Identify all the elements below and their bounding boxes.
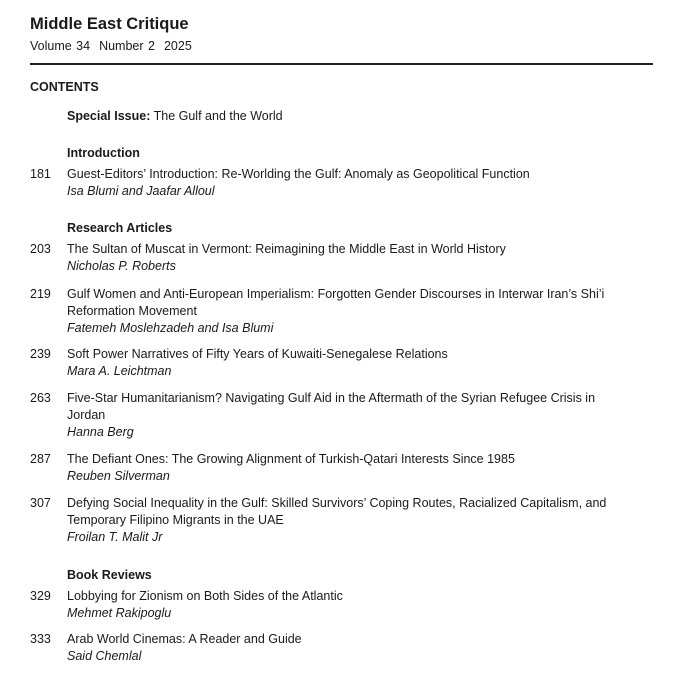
special-issue-label: Special Issue: <box>67 109 151 123</box>
page-number: 219 <box>30 287 51 301</box>
section-heading-introduction: Introduction <box>67 146 140 160</box>
number: Number 2 <box>99 39 155 53</box>
volume: Volume 34 <box>30 39 91 53</box>
page-number: 181 <box>30 167 51 181</box>
section-heading-research-articles: Research Articles <box>67 221 173 235</box>
toc-entry[interactable] <box>30 166 653 200</box>
page-number: 307 <box>30 496 51 510</box>
special-issue-title: The Gulf and the World <box>153 109 283 123</box>
toc-entry[interactable] <box>30 390 653 441</box>
article-title[interactable]: Five-Star Humanitarianism? Navigating Gulf Aid in the Aftermath of the Syrian Refugee Crisis in Jordan <box>67 391 596 422</box>
page-number: 329 <box>30 589 51 603</box>
page-number: 203 <box>30 242 51 256</box>
page-number: 333 <box>30 632 51 646</box>
article-author: Reuben Silverman <box>67 469 170 483</box>
year: 2025 <box>163 39 192 53</box>
section-heading-book-reviews: Book Reviews <box>67 568 152 582</box>
article-author: Nicholas P. Roberts <box>67 259 176 273</box>
toc-entry[interactable] <box>30 631 653 665</box>
article-title[interactable]: The Sultan of Muscat in Vermont: Reimagining the Middle East in World History <box>67 242 506 256</box>
toc-entry[interactable] <box>30 495 653 546</box>
article-author: Hanna Berg <box>67 425 134 439</box>
article-title[interactable]: Lobbying for Zionism on Both Sides of the Atlantic <box>67 589 343 603</box>
toc-entry[interactable] <box>30 588 653 622</box>
special-issue-line <box>67 109 283 123</box>
toc-entry[interactable] <box>30 286 653 337</box>
page-number: 263 <box>30 391 51 405</box>
article-title[interactable]: Arab World Cinemas: A Reader and Guide <box>67 632 302 646</box>
toc-entry[interactable] <box>30 241 653 275</box>
article-title[interactable]: Gulf Women and Anti-European Imperialism: Forgotten Gender Discourses in Interwar Iran’s Shi’i Reformation Movement <box>67 287 605 318</box>
article-author: Froilan T. Malit Jr <box>67 530 163 544</box>
header-rule <box>30 63 653 65</box>
page-number: 239 <box>30 347 51 361</box>
page-number: 287 <box>30 452 51 466</box>
article-author: Fatemeh Moslehzadeh and Isa Blumi <box>67 321 274 335</box>
journal-title: Middle East Critique <box>30 15 189 33</box>
article-title[interactable]: Soft Power Narratives of Fifty Years of Kuwaiti-Senegalese Relations <box>67 347 448 361</box>
article-author: Isa Blumi and Jaafar Alloul <box>67 184 215 198</box>
article-author: Mara A. Leichtman <box>67 364 172 378</box>
toc-entry[interactable] <box>30 346 653 380</box>
article-author: Mehmet Rakipoglu <box>67 606 172 620</box>
article-title[interactable]: Guest-Editors’ Introduction: Re-Worlding the Gulf: Anomaly as Geopolitical Function <box>67 167 530 181</box>
toc-entry[interactable] <box>30 451 653 485</box>
issue-line <box>30 39 201 53</box>
article-title[interactable]: Defying Social Inequality in the Gulf: Skilled Survivors’ Coping Routes, Racialized Capitalism, and Temporary Filipino Migrants in the UAE <box>67 496 607 527</box>
contents-heading: CONTENTS <box>30 80 99 94</box>
article-author: Said Chemlal <box>67 649 142 663</box>
article-title[interactable]: The Defiant Ones: The Growing Alignment of Turkish-Qatari Interests Since 1985 <box>67 452 515 466</box>
